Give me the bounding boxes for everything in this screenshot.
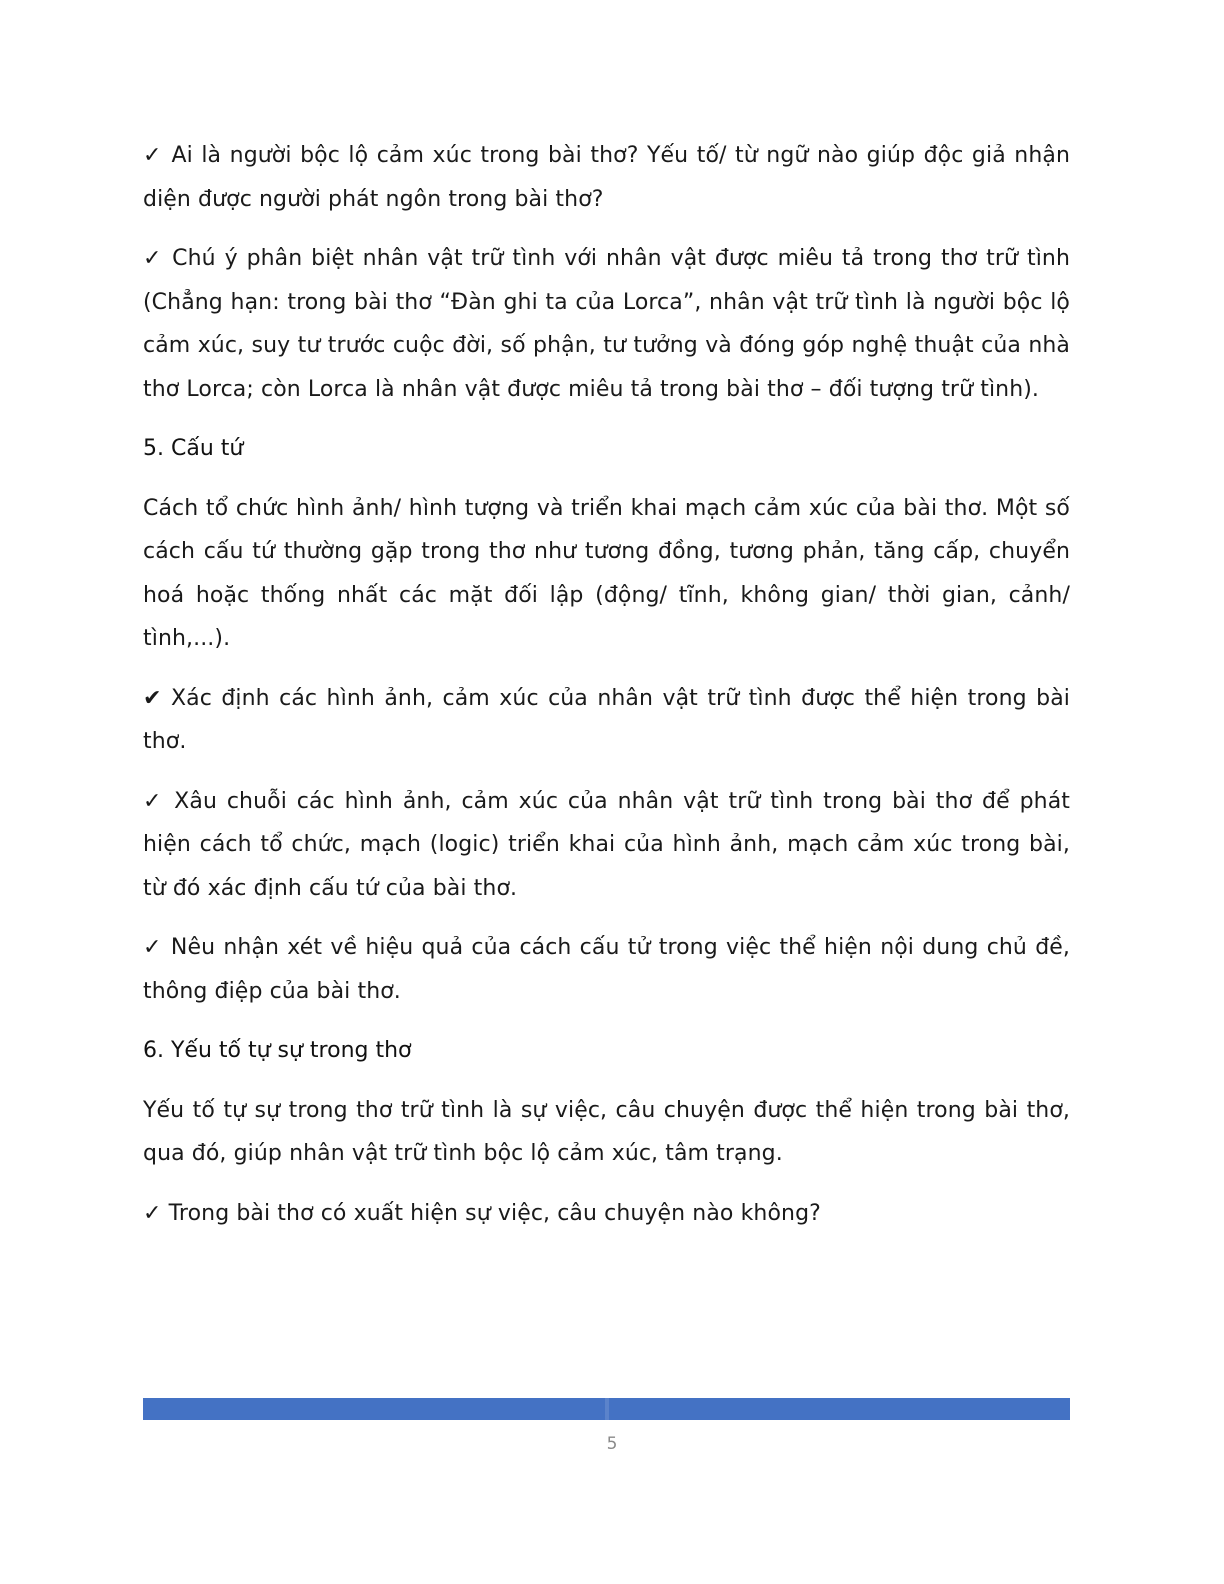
footer-bar-right-segment xyxy=(609,1398,1070,1420)
paragraph-identify-images: ✔ Xác định các hình ảnh, cảm xúc của nhân vật trữ tình được thể hiện trong bài thơ. xyxy=(143,685,1070,754)
footer-bar-left-segment xyxy=(143,1398,605,1420)
paragraph-lyrical-character-distinction: ✓ Chú ý phân biệt nhân vật trữ tình với nhân vật được miêu tả trong thơ trữ tình (Chẳng hạn: trong bài thơ “Đàn ghi ta của Lorca”, nhân vật trữ tình là người bộc lộ cảm xúc, suy tư trước cuộc đời, số phận, tư tưởng và đóng góp nghệ thuật của nhà thơ Lorca; còn Lorca là nhân vật được miêu tả trong bài thơ – đối tượng trữ tình). xyxy=(143,246,1070,402)
paragraph-narrative-question: ✓ Trong bài thơ có xuất hiện sự việc, câu chuyện nào không? xyxy=(143,1200,821,1226)
section-heading-cau-tu: 5. Cấu tứ xyxy=(143,436,244,461)
paragraph-lyrical-speaker-question: ✓ Ai là người bộc lộ cảm xúc trong bài thơ? Yếu tố/ từ ngữ nào giúp độc giả nhận diện được người phát ngôn trong bài thơ? xyxy=(143,143,1070,212)
paragraph-cau-tu-definition: Cách tổ chức hình ảnh/ hình tượng và triển khai mạch cảm xúc của bài thơ. Một số cách cấu tứ thường gặp trong thơ như tương đồng, tương phản, tăng cấp, chuyển hoá hoặc thống nhất các mặt đối lập (động/ tĩnh, không gian/ thời gian, cảnh/ tình,...). xyxy=(143,495,1070,651)
page-body xyxy=(143,134,1070,1251)
footer-bar xyxy=(143,1398,1070,1420)
section-heading-narrative-element: 6. Yếu tố tự sự trong thơ xyxy=(143,1038,412,1063)
paragraph-evaluate-effect: ✓ Nêu nhận xét về hiệu quả của cách cấu tử trong việc thể hiện nội dung chủ đề, thông điệp của bài thơ. xyxy=(143,935,1070,1004)
paragraph-link-images: ✓ Xâu chuỗi các hình ảnh, cảm xúc của nhân vật trữ tình trong bài thơ để phát hiện cách tổ chức, mạch (logic) triển khai của hình ảnh, mạch cảm xúc trong bài, từ đó xác định cấu tứ của bài thơ. xyxy=(143,788,1070,901)
paragraph-narrative-definition: Yếu tố tự sự trong thơ trữ tình là sự việc, câu chuyện được thể hiện trong bài thơ, qua đó, giúp nhân vật trữ tình bộc lộ cảm xúc, tâm trạng. xyxy=(143,1097,1070,1166)
page-number: 5 xyxy=(606,1434,618,1454)
